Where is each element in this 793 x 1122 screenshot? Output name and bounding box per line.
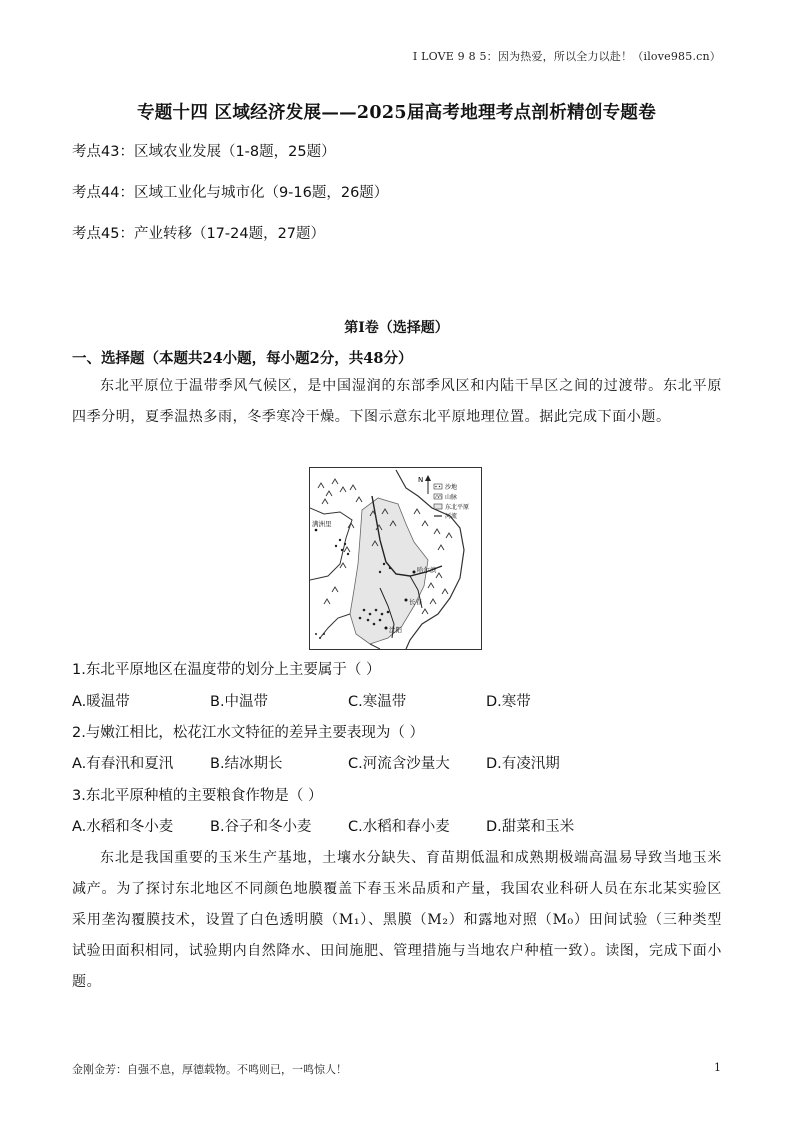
question-3-stem: 3.东北平原种植的主要粮食作物是（ ） (72, 788, 323, 804)
city-label: 满洲里 (312, 520, 332, 528)
question-3-option-a[interactable]: A.水稻和冬小麦 (72, 819, 174, 835)
question-2-option-c[interactable]: C.河流含沙量大 (348, 756, 450, 772)
passage-intro: 东北平原位于温带季风气候区，是中国湿润的东部季风区和内陆干旱区之间的过渡带。东北平原四季分明，夏季温热多雨，冬季寒冷干燥。下图示意东北平原地理位置。据此完成下面小题。 (72, 378, 722, 425)
question-3-option-c[interactable]: C.水稻和春小麦 (348, 819, 450, 835)
question-1-option-c[interactable]: C.寒温带 (348, 694, 407, 710)
question-2-option-b[interactable]: B.结冰期长 (210, 756, 283, 772)
north-label: N (418, 476, 424, 484)
question-2-stem: 2.与嫩江相比，松花江水文特征的差异主要表现为（ ） (72, 725, 424, 741)
section-title: 一、选择题（本题共24小题，每小题2分，共48分） (72, 350, 413, 367)
topic-line: 考点43：区域农业发展（1-8题，25题） (72, 144, 336, 160)
topic-line: 考点45：产业转移（17-24题，27题） (72, 226, 326, 242)
city-label: 哈尔滨 (417, 566, 437, 574)
question-1-option-d[interactable]: D.寒带 (486, 694, 531, 710)
question-3-option-b[interactable]: B.谷子和冬小麦 (210, 819, 312, 835)
question-1-option-a[interactable]: A.暖温带 (72, 694, 130, 710)
question-1-option-b[interactable]: B.中温带 (210, 694, 269, 710)
document-title: 专题十四 区域经济发展——2025届高考地理考点剖析精创专题卷 (136, 103, 657, 123)
header-note: I LOVE 9 8 5：因为热爱，所以全力以赴！（ilove985.cn） (412, 50, 721, 63)
page-number: 1 (714, 1061, 721, 1074)
volume-title: 第I卷（选择题） (344, 320, 449, 336)
question-1-stem: 1.东北平原地区在温度带的划分上主要属于（ ） (72, 662, 381, 678)
legend-sand: 沙地 (445, 484, 458, 491)
legend-mountain: 山脉 (445, 494, 458, 501)
northeast-plain-map (309, 467, 482, 650)
map-legend (434, 483, 469, 520)
city-label: 长春 (409, 598, 422, 606)
footer-motto: 金刚金芳：自强不息，厚德载物。不鸣则已，一鸣惊人！ (72, 1063, 347, 1076)
city-label: 沈阳 (389, 626, 402, 634)
question-3-option-d[interactable]: D.甜菜和玉米 (486, 819, 575, 835)
question-2-option-a[interactable]: A.有春汛和夏汛 (72, 756, 174, 772)
passage-corn-experiment: 东北是我国重要的玉米生产基地，土壤水分缺失、育苗期低温和成熟期极端高温易导致当地玉米减产。为了探讨东北地区不同颜色地膜覆盖下春玉米品质和产量，我国农业科研人员在东北某实验区采用垄沟覆膜技术，设置了白色透明膜（M₁）、黑膜（M₂）和露地对照（M₀）田间试验（三种类型试验田面积相同，试验期内自然降水、田间施肥、管理措施与当地农户种植一致）。读图，完成下面小题。 (72, 850, 722, 990)
legend-river: 河流 (445, 513, 458, 520)
question-2-option-d[interactable]: D.有凌汛期 (486, 756, 560, 772)
legend-plain: 东北平原 (445, 504, 470, 511)
region-border (370, 644, 380, 649)
topic-line: 考点44：区域工业化与城市化（9-16题，26题） (72, 185, 389, 201)
